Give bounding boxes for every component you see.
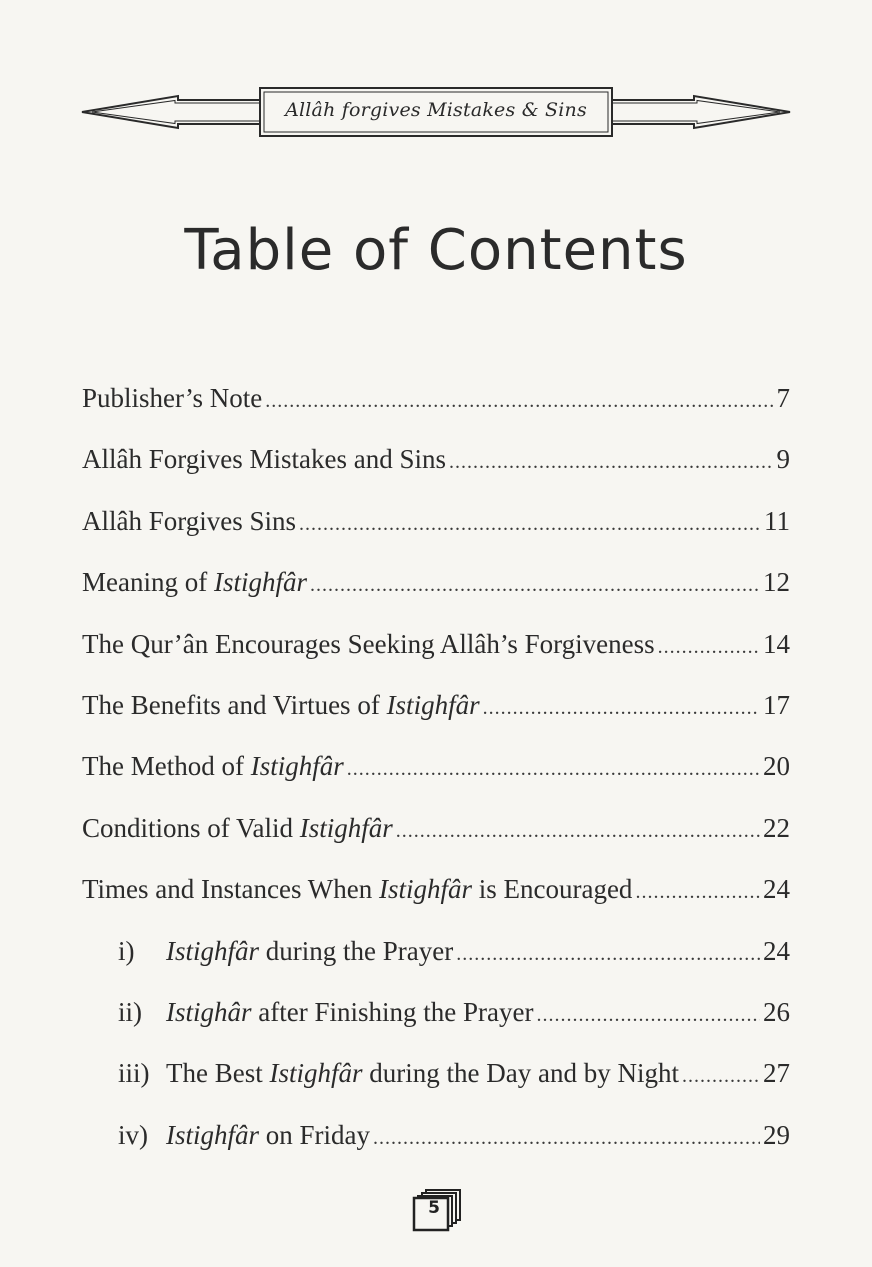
toc-entry[interactable]: [118, 1053, 790, 1093]
toc-entry-label-italic: Istighfâr: [166, 936, 260, 966]
toc-entry-label-text: The Best: [166, 1058, 270, 1088]
toc-entry-page: 12: [763, 567, 790, 597]
toc-entry-page: 24: [763, 936, 790, 966]
toc-entry-label-text: after Finishing the Prayer: [251, 997, 534, 1027]
toc-entry-page: 27: [763, 1058, 790, 1088]
toc-entry[interactable]: [82, 378, 790, 418]
toc-entry-label-text: Times and Instances When: [82, 874, 379, 904]
toc-entry-label-text: is Encouraged: [471, 874, 633, 904]
toc-entry-label: [82, 624, 655, 664]
toc-entry[interactable]: [118, 931, 790, 971]
toc-entry-number: iv): [118, 1120, 148, 1150]
toc-dot-leader: [682, 1056, 760, 1093]
toc-dot-leader: [299, 504, 761, 541]
page-title: Table of Contents: [184, 218, 688, 283]
toc-entry-label-text: Allâh Forgives Sins: [82, 506, 297, 536]
toc-entry[interactable]: [82, 746, 790, 786]
toc-entry-label: [82, 439, 446, 479]
toc-entry-label-text: Allâh Forgives Mistakes and Sins: [82, 444, 446, 474]
toc-dot-leader: [265, 381, 773, 418]
toc-entry-label-text: during the Prayer: [259, 936, 454, 966]
toc-entry-label: [82, 501, 296, 541]
toc-entry[interactable]: [82, 501, 790, 541]
toc-dot-leader: [396, 811, 760, 848]
toc-dot-leader: [658, 627, 760, 664]
toc-dot-leader: [310, 565, 760, 602]
toc-entry-label: [166, 992, 533, 1032]
toc-entry-label-text: on Friday: [259, 1120, 371, 1150]
toc-dot-leader: [373, 1118, 760, 1155]
toc-dot-leader: [456, 934, 760, 971]
toc-entry-label-text: Conditions of Valid: [82, 813, 300, 843]
toc-entry[interactable]: [82, 869, 790, 909]
toc-entry-label: [82, 685, 480, 725]
toc-entry-page: 9: [776, 444, 790, 474]
toc-entry-label-italic: Istighfâr: [213, 567, 307, 597]
toc-entry-page: 7: [776, 383, 790, 413]
toc-entry-page: 17: [763, 690, 790, 720]
toc-entry[interactable]: [82, 562, 790, 602]
toc-entry-label: [166, 1115, 370, 1155]
toc-entry[interactable]: [118, 992, 790, 1032]
toc-entry-label-italic: Istighâr: [166, 997, 252, 1027]
toc-entry-label-text: The Benefits and Virtues of: [82, 690, 387, 720]
toc-entry-label: [82, 746, 344, 786]
toc-entry-label-italic: Istighfâr: [386, 690, 480, 720]
toc-entry-number: i): [118, 936, 135, 966]
page-number: 5: [428, 1198, 440, 1218]
toc-dot-leader: [449, 442, 774, 479]
toc-entry-label-text: The Qur’ân Encourages Seeking Allâh’s Forgiveness: [82, 629, 655, 659]
toc-entry-page: 20: [763, 751, 790, 781]
toc-entry[interactable]: [82, 685, 790, 725]
toc-entry-label: [166, 1053, 679, 1093]
toc-entry-label: [82, 562, 307, 602]
toc-entry-label-italic: Istighfâr: [269, 1058, 363, 1088]
toc-entry-label-text: Publisher’s Note: [82, 383, 263, 413]
toc-entry[interactable]: [82, 808, 790, 848]
toc-entry-label: [82, 378, 262, 418]
toc-entry-page: 29: [763, 1120, 790, 1150]
toc-entry-label-text: during the Day and by Night: [362, 1058, 679, 1088]
toc-entry-number: ii): [118, 997, 142, 1027]
toc-entry-label-italic: Istighfâr: [299, 813, 393, 843]
running-header: [80, 84, 792, 140]
toc-entry-label-italic: Istighfâr: [166, 1120, 260, 1150]
toc-entry-label: [82, 869, 632, 909]
toc-entry-label: [82, 808, 393, 848]
toc-dot-leader: [635, 872, 760, 909]
toc-entry-page: 14: [763, 629, 790, 659]
toc-entry-page: 24: [763, 874, 790, 904]
toc-entry-page: 26: [763, 997, 790, 1027]
page-number-badge: [412, 1188, 464, 1232]
running-header-title: Allâh forgives Mistakes & Sins: [285, 99, 587, 121]
toc-dot-leader: [347, 749, 760, 786]
toc-entry-label-text: The Method of: [82, 751, 251, 781]
toc-entry-label-italic: Istighfâr: [378, 874, 472, 904]
toc-entry-label-text: Meaning of: [82, 567, 214, 597]
toc-entry-number: iii): [118, 1058, 150, 1088]
toc-entry-page: 11: [764, 506, 790, 536]
toc-entry-label: [166, 931, 453, 971]
toc-dot-leader: [483, 688, 760, 725]
toc-dot-leader: [536, 995, 760, 1032]
toc-entry[interactable]: [82, 439, 790, 479]
toc-entry[interactable]: [82, 624, 790, 664]
toc-entry-label-italic: Istighfâr: [250, 751, 344, 781]
toc-entry-page: 22: [763, 813, 790, 843]
toc-entry[interactable]: [118, 1115, 790, 1155]
